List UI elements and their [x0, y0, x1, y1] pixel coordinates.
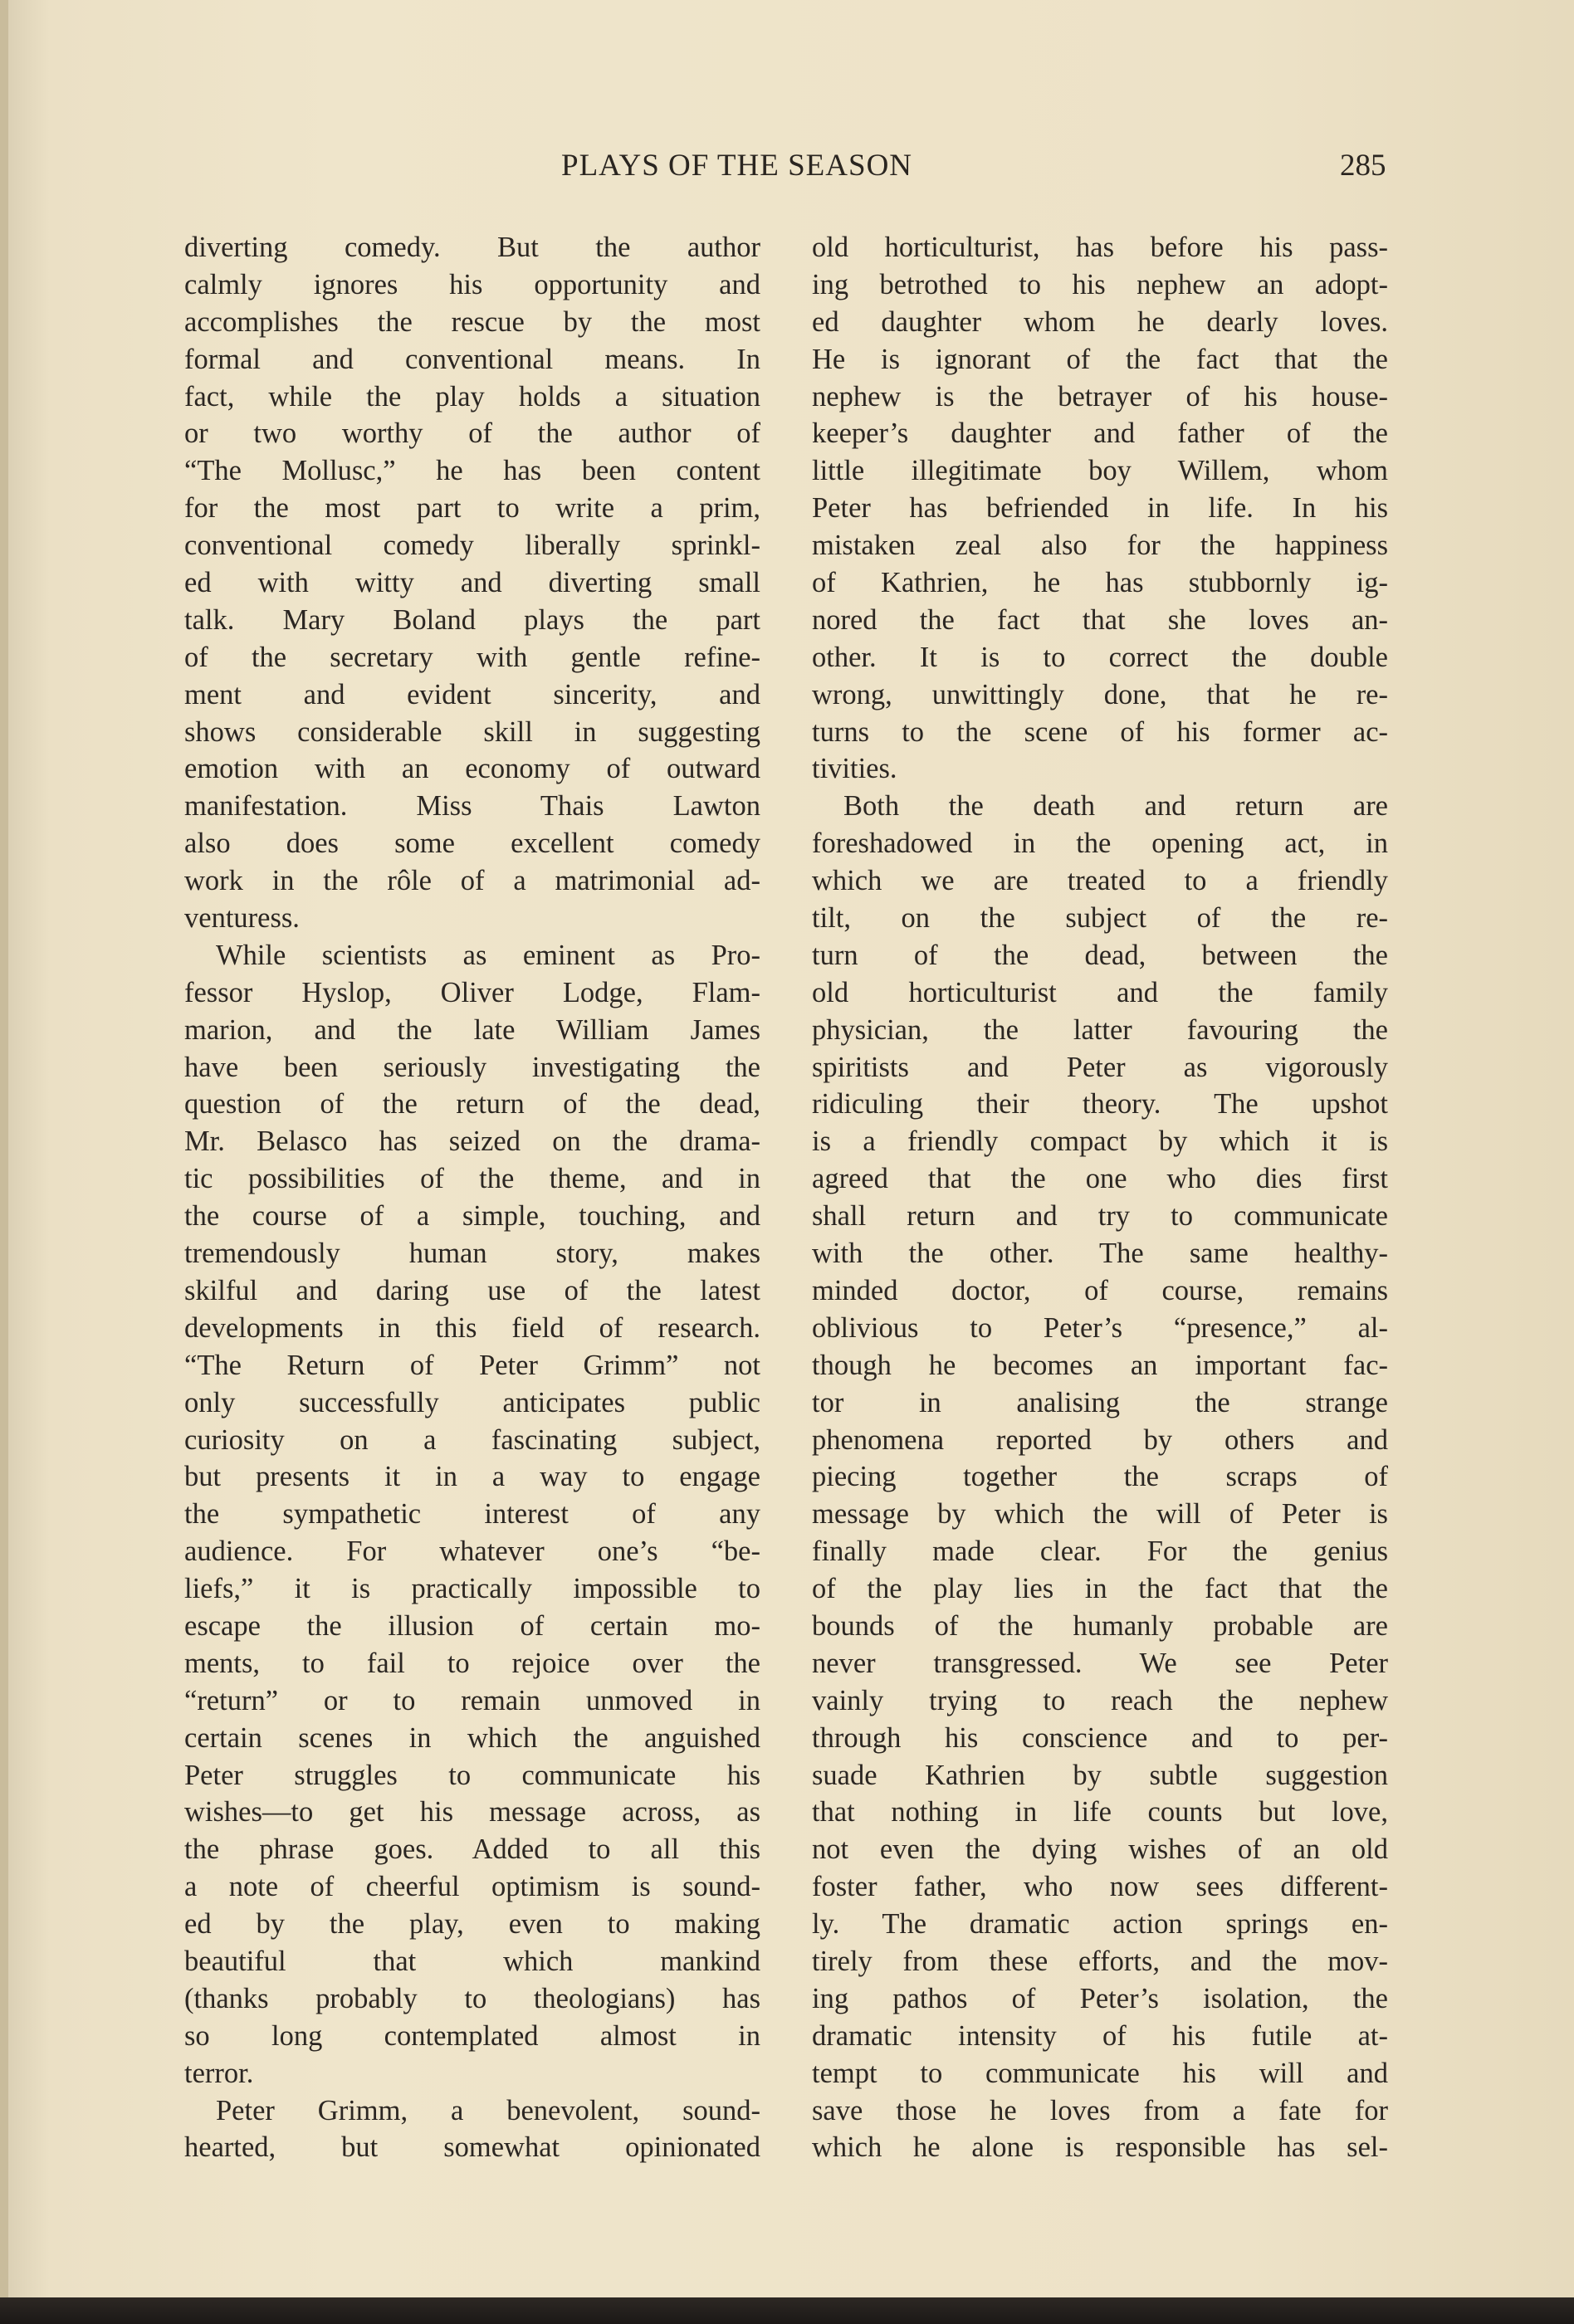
text-line: ed with witty and diverting small [184, 567, 760, 599]
text-line: or two worthy of the author of [184, 417, 760, 450]
text-line: accomplishes the rescue by the most [184, 305, 760, 338]
text-line: formal and conventional means. In [184, 343, 760, 375]
text-line: calmly ignores his opportunity and [184, 268, 760, 300]
text-line: He is ignorant of the fact that the [812, 343, 1388, 375]
text-line: that nothing in life counts but love, [812, 1796, 1388, 1828]
text-line: ing pathos of Peter’s isolation, the [812, 1982, 1388, 2014]
text-line: liefs,” it is practically impossible to [184, 1573, 760, 1605]
text-line: save those he loves from a fate for [812, 2094, 1388, 2126]
text-line: terror. [184, 2057, 254, 2089]
text-line: of the play lies in the fact that the [812, 1573, 1388, 1605]
text-line: fessor Hyslop, Oliver Lodge, Flam- [184, 976, 760, 1008]
left-text-column [184, 229, 760, 2166]
text-line: tirely from these efforts, and the mov- [812, 1945, 1388, 1977]
text-line: While scientists as eminent as Pro- [216, 939, 760, 971]
text-line: tempt to communicate his will and [812, 2057, 1388, 2089]
text-line: skilful and daring use of the latest [184, 1274, 760, 1306]
text-line: venturess. [184, 902, 300, 935]
text-line: ing betrothed to his nephew an adopt- [812, 268, 1388, 300]
text-line: which we are treated to a friendly [812, 865, 1388, 897]
text-line: certain scenes in which the anguished [184, 1721, 760, 1754]
text-line: oblivious to Peter’s “presence,” al- [812, 1311, 1388, 1344]
text-line: ed daughter whom he dearly loves. [812, 305, 1388, 338]
right-text-column [812, 229, 1388, 2166]
text-line: escape the illusion of certain mo- [184, 1609, 760, 1642]
text-line: curiosity on a fascinating subject, [184, 1423, 760, 1456]
text-line: tor in analising the strange [812, 1386, 1388, 1418]
text-line: message by which the will of Peter is [812, 1498, 1388, 1531]
page-bottom-edge [0, 2297, 1574, 2324]
binding-edge [0, 0, 8, 2324]
text-line: hearted, but somewhat opinionated [184, 2131, 760, 2164]
text-line: “return” or to remain unmoved in [184, 1684, 760, 1716]
text-line: foster father, who now sees different- [812, 1871, 1388, 1903]
text-line: agreed that the one who dies first [812, 1163, 1388, 1195]
text-line: mistaken zeal also for the happiness [812, 530, 1388, 562]
text-line: marion, and the late William James [184, 1013, 760, 1046]
text-line: which he alone is responsible has sel- [812, 2131, 1388, 2164]
text-line: shows considerable skill in suggesting [184, 715, 760, 748]
text-line: dramatic intensity of his futile at- [812, 2019, 1388, 2052]
text-line: Peter Grimm, a benevolent, sound- [216, 2094, 760, 2126]
text-line: Both the death and return are [843, 790, 1388, 823]
text-line: developments in this field of research. [184, 1311, 760, 1344]
text-line: nored the fact that she loves an- [812, 603, 1388, 636]
text-line: little illegitimate boy Willem, whom [812, 455, 1388, 487]
text-line: have been seriously investigating the [184, 1051, 760, 1083]
text-line: vainly trying to reach the nephew [812, 1684, 1388, 1716]
text-line: never transgressed. We see Peter [812, 1647, 1388, 1679]
text-line: physician, the latter favouring the [812, 1013, 1388, 1046]
text-line: a note of cheerful optimism is sound- [184, 1871, 760, 1903]
text-line: emotion with an economy of outward [184, 753, 760, 785]
text-line: other. It is to correct the double [812, 641, 1388, 673]
text-line: suade Kathrien by subtle suggestion [812, 1759, 1388, 1791]
text-line: ed by the play, even to making [184, 1908, 760, 1941]
text-line: but presents it in a way to engage [184, 1461, 760, 1493]
text-line: manifestation. Miss Thais Lawton [184, 790, 760, 823]
text-line: so long contemplated almost in [184, 2019, 760, 2052]
text-line: wrong, unwittingly done, that he re- [812, 678, 1388, 710]
text-line: also does some excellent comedy [184, 828, 760, 860]
text-line: turns to the scene of his former ac- [812, 715, 1388, 748]
text-line: foreshadowed in the opening act, in [812, 828, 1388, 860]
text-line: of the secretary with gentle refine- [184, 641, 760, 673]
text-line: shall return and try to communicate [812, 1200, 1388, 1233]
text-line: talk. Mary Boland plays the part [184, 603, 760, 636]
text-line: with the other. The same healthy- [812, 1238, 1388, 1270]
text-line: the sympathetic interest of any [184, 1498, 760, 1531]
text-line: ridiculing their theory. The upshot [812, 1088, 1388, 1120]
text-line: Mr. Belasco has seized on the drama- [184, 1125, 760, 1158]
text-line: Peter struggles to communicate his [184, 1759, 760, 1791]
text-line: not even the dying wishes of an old [812, 1833, 1388, 1866]
text-line: for the most part to write a prim, [184, 492, 760, 525]
text-line: old horticulturist and the family [812, 976, 1388, 1008]
text-line: is a friendly compact by which it is [812, 1125, 1388, 1158]
text-line: turn of the dead, between the [812, 939, 1388, 971]
text-line: Peter has befriended in life. In his [812, 492, 1388, 525]
text-line: diverting comedy. But the author [184, 232, 760, 263]
running-head [0, 148, 1574, 189]
text-line: keeper’s daughter and father of the [812, 417, 1388, 450]
text-line: ments, to fail to rejoice over the [184, 1647, 760, 1679]
text-line: though he becomes an important fac- [812, 1349, 1388, 1381]
text-line: tic possibilities of the theme, and in [184, 1163, 760, 1195]
text-line: (thanks probably to theologians) has [184, 1982, 760, 2014]
text-line: through his conscience and to per- [812, 1721, 1388, 1754]
text-line: nephew is the betrayer of his house- [812, 380, 1388, 413]
text-line: minded doctor, of course, remains [812, 1274, 1388, 1306]
text-line: “The Mollusc,” he has been content [184, 455, 760, 487]
page-number: 285 [1340, 149, 1386, 183]
text-line: old horticulturist, has before his pass- [812, 232, 1388, 263]
text-line: conventional comedy liberally sprinkl- [184, 530, 760, 562]
text-line: beautiful that which mankind [184, 1945, 760, 1977]
text-line: tivities. [812, 753, 897, 785]
text-line: tremendously human story, makes [184, 1238, 760, 1270]
text-line: finally made clear. For the genius [812, 1536, 1388, 1568]
text-line: work in the rôle of a matrimonial ad- [184, 865, 760, 897]
text-line: “The Return of Peter Grimm” not [184, 1349, 760, 1381]
text-line: ly. The dramatic action springs en- [812, 1908, 1388, 1941]
text-line: fact, while the play holds a situation [184, 380, 760, 413]
text-line: only successfully anticipates public [184, 1386, 760, 1418]
text-line: piecing together the scraps of [812, 1461, 1388, 1493]
text-line: of Kathrien, he has stubbornly ig- [812, 567, 1388, 599]
text-line: the phrase goes. Added to all this [184, 1833, 760, 1866]
text-line: audience. For whatever one’s “be- [184, 1536, 760, 1568]
text-line: question of the return of the dead, [184, 1088, 760, 1120]
text-line: spiritists and Peter as vigorously [812, 1051, 1388, 1083]
text-line: phenomena reported by others and [812, 1423, 1388, 1456]
text-line: ment and evident sincerity, and [184, 678, 760, 710]
text-line: wishes—to get his message across, as [184, 1796, 760, 1828]
text-line: tilt, on the subject of the re- [812, 902, 1388, 935]
running-title: PLAYS OF THE SEASON [561, 149, 913, 183]
text-line: the course of a simple, touching, and [184, 1200, 760, 1233]
text-line: bounds of the humanly probable are [812, 1609, 1388, 1642]
